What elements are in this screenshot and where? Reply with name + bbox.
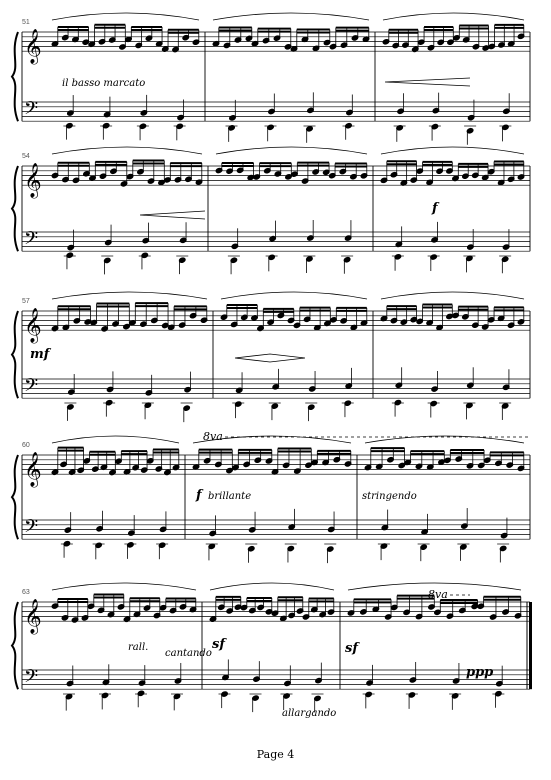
treble-clef-icon: 𝄞 [24,29,42,65]
expression-text: cantando [165,648,212,659]
treble-clef-icon: 𝄞 [24,452,42,488]
slur [383,13,524,20]
bass-clef-icon: 𝄢 [24,516,39,542]
slur [52,436,179,443]
measure-number: 63 [22,589,30,596]
dynamic-marking: sf [345,641,358,656]
ottava-marking: 8va [428,588,448,601]
system-2 [12,147,530,274]
system-5 [12,583,532,719]
page-number: Page 4 [256,748,295,761]
brace [12,455,18,539]
treble-clef-icon: 𝄞 [24,163,42,199]
bass-staff [22,99,530,124]
expression-text: allargando [282,708,337,719]
ottava-marking: 8va [203,430,223,443]
crescendo-hairpin [140,211,205,219]
system-4 [12,430,530,563]
treble-staff [22,29,530,65]
slur [221,292,367,299]
expression-text: rall. [128,642,149,653]
brace [12,311,18,398]
dynamic-marking: sf [212,637,225,652]
brace [12,32,18,121]
measure-number: 60 [22,442,30,449]
slur [381,292,524,299]
crescendo-hairpin [385,78,470,86]
bass-staff [22,667,530,692]
final-barline [529,602,532,689]
dynamic-marking: f [432,201,438,216]
treble-clef-icon: 𝄞 [24,308,42,344]
bass-clef-icon: 𝄢 [24,375,39,401]
bass-clef-icon: 𝄢 [24,228,39,254]
slur [52,147,202,154]
slur [210,583,334,590]
slur [216,147,367,154]
slur [213,13,369,20]
measure-number: 51 [22,19,30,26]
hairpin [235,354,305,362]
slur [52,583,196,590]
dynamic-marking: f [196,488,202,503]
brace [12,166,18,251]
brace [12,602,18,689]
treble-clef-icon: 𝄞 [24,599,42,635]
slur [52,13,199,20]
system-3 [12,292,530,422]
slur [381,147,524,154]
dynamic-marking: ppp [466,665,494,680]
expression-text: brillante [208,491,252,502]
expression-text: il basso marcato [62,78,146,89]
dynamic-marking: mf [30,347,50,362]
measure-number: 54 [22,153,30,160]
slur [52,292,207,299]
bass-staff [22,229,530,254]
expression-text: stringendo [362,491,417,502]
bass-clef-icon: 𝄢 [24,98,39,124]
system-1 [12,13,530,145]
treble-staff [22,599,530,635]
bass-clef-icon: 𝄢 [24,666,39,692]
measure-number: 57 [22,298,30,305]
